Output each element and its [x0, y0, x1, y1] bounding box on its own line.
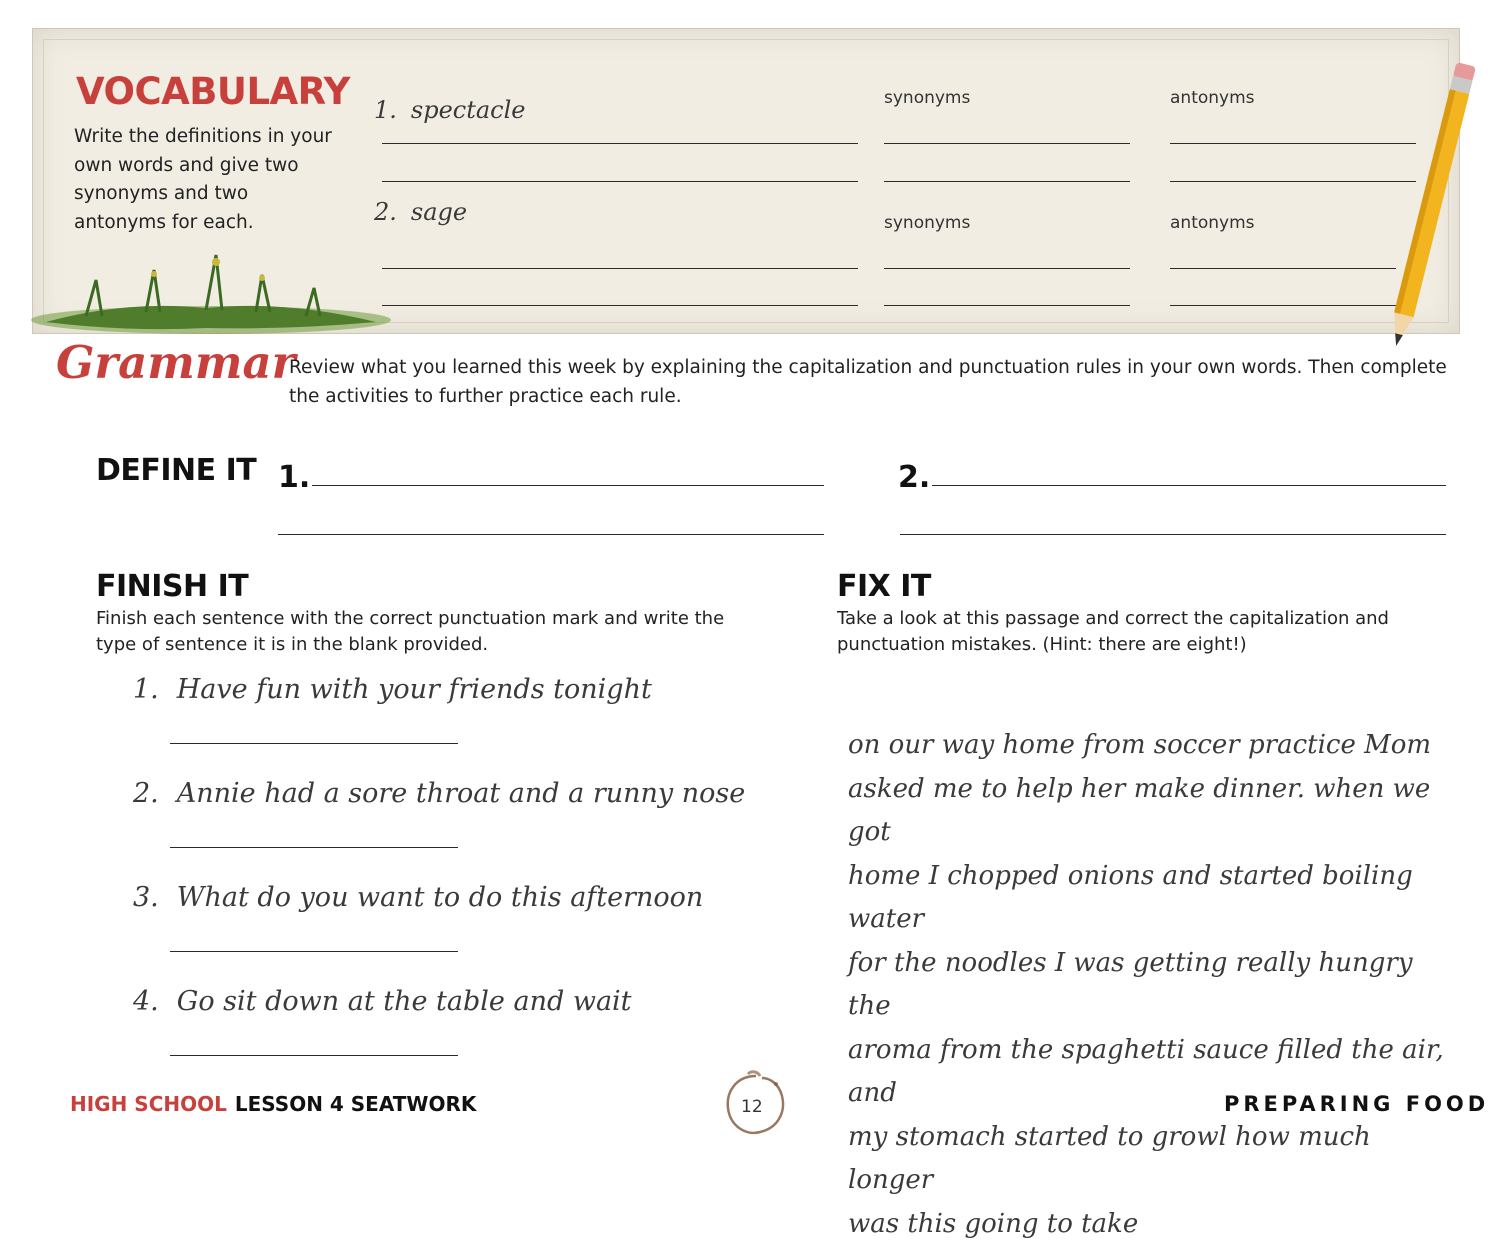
- definition-blank[interactable]: [382, 268, 858, 269]
- synonym-blank[interactable]: [884, 305, 1130, 306]
- define-blank[interactable]: [900, 534, 1446, 535]
- antonyms-label-1: antonyms: [1170, 88, 1255, 108]
- sentence-number: 4.: [133, 986, 159, 1017]
- vocab-word-text: spectacle: [411, 96, 526, 124]
- definition-blank[interactable]: [382, 181, 858, 182]
- fix-it-heading: FIX IT: [837, 569, 931, 604]
- define-item-number-1: 1.: [278, 460, 310, 495]
- finish-sentence-1: [133, 674, 652, 705]
- vocabulary-instructions: Write the definitions in your own words and give two synonyms and two antonyms for each.: [74, 123, 344, 237]
- finish-it-instructions: Finish each sentence with the correct punctuation mark and write the type of sentence it is in the blank provided.: [96, 606, 746, 658]
- vocab-word-number: 1.: [374, 96, 397, 124]
- sentence-text: Go sit down at the table and wait: [177, 986, 632, 1017]
- footer-topic: PREPARING FOOD: [1224, 1092, 1489, 1116]
- finish-sentence-2: [133, 778, 745, 809]
- grammar-instructions: Review what you learned this week by explaining the capitalization and punctuation rules in your own words. Then complete the activities to further practice each rule.: [289, 354, 1449, 411]
- sentence-type-blank[interactable]: [170, 1055, 458, 1056]
- vocab-word-number: 2.: [374, 198, 397, 226]
- definition-blank[interactable]: [382, 143, 858, 144]
- definition-blank[interactable]: [382, 305, 858, 306]
- finish-it-heading: FINISH IT: [96, 569, 248, 604]
- vocabulary-title: VOCABULARY: [76, 70, 350, 113]
- synonyms-label-1: synonyms: [884, 88, 970, 108]
- passage-line: on our way home from soccer practice Mom: [848, 724, 1448, 768]
- fix-it-passage: [848, 724, 1448, 1246]
- sentence-number: 3.: [133, 882, 159, 913]
- footer-lesson: [70, 1092, 476, 1116]
- define-it-heading: DEFINE IT: [96, 453, 256, 488]
- sentence-type-blank[interactable]: [170, 743, 458, 744]
- passage-line: asked me to help her make dinner. when we got: [848, 768, 1448, 855]
- fix-it-instructions: Take a look at this passage and correct the capitalization and punctuation mistakes. (Hint: there are eight!): [837, 606, 1437, 658]
- grammar-title: Grammar: [56, 336, 295, 389]
- sentence-text: Have fun with your friends tonight: [177, 674, 652, 705]
- grass-illustration: [26, 250, 396, 340]
- footer-level: HIGH SCHOOL: [70, 1092, 227, 1116]
- synonym-blank[interactable]: [884, 268, 1130, 269]
- pencil-icon: [1380, 50, 1480, 370]
- passage-line: my stomach started to growl how much longer: [848, 1116, 1448, 1203]
- define-item-number-2: 2.: [898, 460, 930, 495]
- finish-sentence-4: [133, 986, 632, 1017]
- antonym-blank[interactable]: [1170, 268, 1396, 269]
- passage-line: aroma from the spaghetti sauce filled the air, and: [848, 1029, 1448, 1116]
- define-blank[interactable]: [278, 534, 824, 535]
- define-blank[interactable]: [932, 485, 1446, 486]
- finish-sentence-3: [133, 882, 703, 913]
- sentence-text: Annie had a sore throat and a runny nose: [177, 778, 745, 809]
- sentence-type-blank[interactable]: [170, 951, 458, 952]
- define-blank[interactable]: [312, 485, 824, 486]
- synonyms-label-2: synonyms: [884, 213, 970, 233]
- sentence-text: What do you want to do this afternoon: [177, 882, 704, 913]
- vocab-word-1: [374, 96, 526, 124]
- passage-line: home I chopped onions and started boiling water: [848, 855, 1448, 942]
- sentence-number: 1.: [133, 674, 159, 705]
- synonym-blank[interactable]: [884, 181, 1130, 182]
- footer-lesson-label: LESSON 4 SEATWORK: [235, 1092, 477, 1116]
- page-number: 12: [741, 1097, 763, 1117]
- antonyms-label-2: antonyms: [1170, 213, 1255, 233]
- sentence-number: 2.: [133, 778, 159, 809]
- passage-line: was this going to take: [848, 1203, 1448, 1246]
- sentence-type-blank[interactable]: [170, 847, 458, 848]
- vocab-word-2: [374, 198, 467, 226]
- passage-line: for the noodles I was getting really hungry the: [848, 942, 1448, 1029]
- synonym-blank[interactable]: [884, 143, 1130, 144]
- antonym-blank[interactable]: [1170, 305, 1396, 306]
- vocab-word-text: sage: [411, 198, 467, 226]
